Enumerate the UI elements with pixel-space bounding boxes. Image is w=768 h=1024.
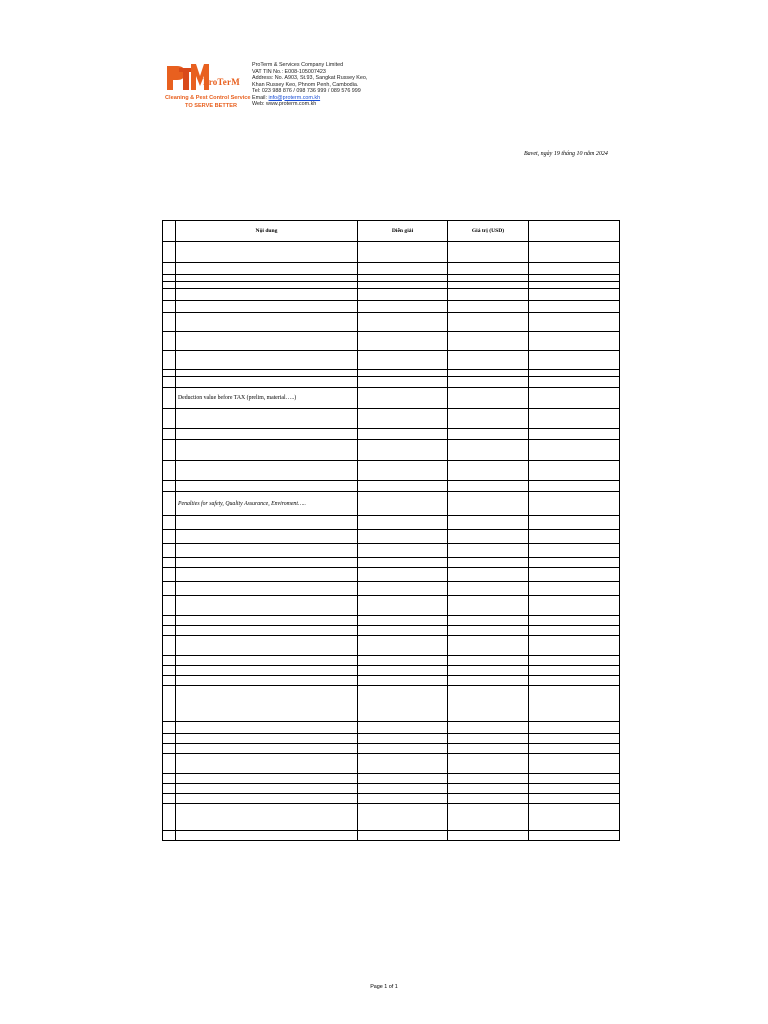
table-row [163,263,620,275]
table-header-row [163,221,620,242]
table-cell [529,429,620,440]
table-cell [529,388,620,409]
table-cell [358,440,448,461]
table-cell [448,351,529,370]
table-cell [529,754,620,774]
table-cell [358,616,448,626]
table-cell [358,676,448,686]
row-content-cell [176,263,358,275]
table-cell [529,275,620,282]
row-content-cell [176,370,358,377]
table-row [163,784,620,794]
table-cell [163,544,176,558]
table-cell [448,313,529,332]
table-cell [358,530,448,544]
table-cell [358,282,448,289]
table-cell [358,722,448,734]
table-cell [448,263,529,275]
row-content-cell [176,351,358,370]
row-content-cell [176,568,358,582]
table-cell [358,744,448,754]
row-content-cell [176,774,358,784]
table-cell [529,440,620,461]
table-cell [358,558,448,568]
row-content-cell [176,313,358,332]
table-cell [358,461,448,481]
row-content-cell [176,686,358,722]
email-link[interactable]: info@proterm.com.kh [268,94,321,101]
table-cell [163,804,176,831]
table-cell [448,492,529,516]
row-content-cell [176,722,358,734]
table-cell [448,558,529,568]
table-cell [163,686,176,722]
table-cell [358,313,448,332]
table-cell [163,377,176,388]
table-row [163,409,620,429]
table-cell [358,784,448,794]
table-row [163,351,620,370]
table-cell [529,734,620,744]
company-logo [165,62,251,110]
table-cell [358,666,448,676]
table-row [163,686,620,722]
table-cell [529,492,620,516]
table-cell [529,636,620,656]
logo-wordmark: ProTerM [203,77,240,87]
table-row [163,616,620,626]
table-cell [529,722,620,734]
table-cell [358,370,448,377]
row-content-cell [176,544,358,558]
table-row [163,332,620,351]
table-cell [163,596,176,616]
table-cell [163,289,176,301]
table-cell [448,429,529,440]
table-cell [163,744,176,754]
row-content-cell [176,656,358,666]
table-cell [358,686,448,722]
row-content-cell [176,754,358,774]
row-content-cell [176,582,358,596]
table-cell [529,481,620,492]
logo-tagline: Cleaning & Pest Control Service [165,95,251,101]
table-cell [358,804,448,831]
row-content-cell [176,734,358,744]
company-name: ProTerm & Services Company Limited [252,62,344,68]
row-content-cell [176,282,358,289]
table-cell [448,596,529,616]
table-row [163,301,620,313]
table-row [163,804,620,831]
table-row [163,666,620,676]
table-row [163,754,620,774]
row-content-cell [176,242,358,263]
row-content-cell [176,744,358,754]
table-row [163,242,620,263]
row-content-cell [176,636,358,656]
company-info [252,62,367,108]
row-content-cell [176,831,358,841]
table-row [163,582,620,596]
table-cell [163,568,176,582]
table-cell [529,530,620,544]
table-cell [529,744,620,754]
table-cell [358,242,448,263]
table-cell [448,722,529,734]
table-cell [448,626,529,636]
table-cell [529,626,620,636]
row-content-cell [176,804,358,831]
table-cell [529,596,620,616]
table-cell [448,301,529,313]
table-row [163,530,620,544]
table-cell [163,734,176,744]
table-cell [163,754,176,774]
table-cell [529,313,620,332]
table-row [163,734,620,744]
table-cell [529,676,620,686]
row-content-cell: Penalties for safety, Quality Assurance, Enviroment….. [176,492,358,516]
table-row [163,744,620,754]
table-row [163,429,620,440]
table-cell [358,429,448,440]
table-cell [448,774,529,784]
table-cell [448,516,529,530]
company-address-line2: Khan Russey Keo, Phnom Penh, Cambodia. [252,81,359,88]
table-cell [529,461,620,481]
table-row [163,377,620,388]
table-cell [163,558,176,568]
table-cell [448,744,529,754]
row-content-cell [176,616,358,626]
table-cell [358,351,448,370]
table-cell [163,313,176,332]
company-address-line1: Address: No. A903, St.93, Sangkat Russey Keo, [252,75,368,81]
row-content-cell [176,530,358,544]
table-cell [448,568,529,582]
table-cell [358,289,448,301]
table-cell [163,492,176,516]
date-line: Bavet, ngày 19 tháng 10 năm 2024 [524,151,608,157]
table-cell [448,784,529,794]
table-cell [358,831,448,841]
row-content-cell [176,666,358,676]
table-cell [529,794,620,804]
table-cell [448,289,529,301]
table-cell [448,636,529,656]
table-cell [163,666,176,676]
table-cell [529,351,620,370]
table-cell [448,794,529,804]
table-cell [448,544,529,558]
table-row [163,558,620,568]
table-cell [529,409,620,429]
table-cell [448,530,529,544]
table-cell [163,388,176,409]
table-cell [448,242,529,263]
table-cell [529,289,620,301]
table-cell [529,242,620,263]
table-row [163,656,620,666]
table-cell [529,370,620,377]
table-row [163,289,620,301]
row-content-cell [176,440,358,461]
table-cell [358,481,448,492]
row-content-cell [176,596,358,616]
table-cell [358,794,448,804]
table-cell [448,377,529,388]
table-cell [163,351,176,370]
table-row [163,636,620,656]
table-cell [448,754,529,774]
table-cell [529,831,620,841]
table-cell [448,734,529,744]
table-cell [529,263,620,275]
table-cell [448,282,529,289]
table-cell [529,568,620,582]
row-content-cell [176,289,358,301]
table-cell [163,263,176,275]
table-cell [529,666,620,676]
table-row [163,596,620,616]
table-cell [358,275,448,282]
table-cell [448,275,529,282]
table-cell [529,516,620,530]
table-cell [529,377,620,388]
table-cell [529,332,620,351]
row-content-cell [176,516,358,530]
table-cell [358,492,448,516]
table-cell [163,784,176,794]
table-cell [448,676,529,686]
email-label: Email: [252,94,269,101]
page-footer: Page 1 of 1 [370,984,398,990]
table-cell [529,616,620,626]
table-row [163,492,620,516]
table-cell [529,558,620,568]
table-cell [163,656,176,666]
table-cell [358,582,448,596]
row-content-cell [176,429,358,440]
table-cell [163,409,176,429]
table-row [163,722,620,734]
table-row [163,568,620,582]
header-value: Giá trị (USD) [448,221,529,242]
table-cell [163,332,176,351]
header-description: Diễn giải [358,221,448,242]
table-cell [358,754,448,774]
table-cell [448,409,529,429]
table-cell [163,794,176,804]
company-web: Web: www.proterm.com.kh [252,101,317,107]
table-cell [529,301,620,313]
header-content: Nội dung [176,221,358,242]
table-cell [448,616,529,626]
row-content-cell [176,275,358,282]
table-cell [529,656,620,666]
content-table [162,220,620,841]
table-cell [163,626,176,636]
row-content-cell [176,794,358,804]
table-cell [358,636,448,656]
table-cell [358,734,448,744]
table-cell [358,626,448,636]
row-content-cell [176,558,358,568]
table-cell [163,301,176,313]
table-row [163,275,620,282]
table-cell [529,544,620,558]
table-cell [163,440,176,461]
row-content-cell [176,332,358,351]
table-cell [448,481,529,492]
table-cell [163,774,176,784]
table-cell [448,388,529,409]
table-cell [448,440,529,461]
table-cell [358,388,448,409]
table-cell [358,516,448,530]
table-cell [448,831,529,841]
table-cell [163,676,176,686]
table-cell [163,481,176,492]
table-cell [529,774,620,784]
table-row [163,676,620,686]
table-cell [448,370,529,377]
row-content-cell [176,301,358,313]
logo-slogan: TO SERVE BETTER [185,103,238,109]
table-cell [448,666,529,676]
table-row [163,313,620,332]
table-row [163,626,620,636]
row-content-cell [176,784,358,794]
table-row [163,282,620,289]
table-row [163,544,620,558]
table-cell [448,656,529,666]
row-content-cell: Deduction value before TAX (prelim, material…..) [176,388,358,409]
table-body [163,242,620,841]
company-tel: Tel: 023 988 876 / 098 736 999 / 089 576 999 [252,88,361,94]
table-cell [358,656,448,666]
row-content-cell [176,409,358,429]
table-cell [163,582,176,596]
row-content-cell [176,676,358,686]
row-content-cell [176,461,358,481]
table-cell [163,370,176,377]
table-cell [163,722,176,734]
table-cell [529,686,620,722]
table-cell [163,616,176,626]
table-row [163,440,620,461]
row-content-cell [176,626,358,636]
table-row [163,370,620,377]
table-cell [358,377,448,388]
table-cell [163,831,176,841]
table-cell [163,516,176,530]
table-row [163,794,620,804]
table-row [163,388,620,409]
table-cell [529,582,620,596]
table-cell [358,301,448,313]
table-cell [358,774,448,784]
table-cell [163,636,176,656]
table-row [163,774,620,784]
table-row [163,831,620,841]
table-cell [358,544,448,558]
table-cell [448,804,529,831]
header-index [163,221,176,242]
table-cell [529,804,620,831]
row-content-cell [176,377,358,388]
table-row [163,461,620,481]
table-cell [163,275,176,282]
table-cell [163,282,176,289]
table-row [163,516,620,530]
table-cell [163,461,176,481]
table-cell [448,582,529,596]
table-cell [358,596,448,616]
table-cell [163,242,176,263]
table-cell [529,784,620,794]
table-cell [358,332,448,351]
company-vat: VAT TIN No.: E008-105007423 [252,68,326,75]
table-cell [358,409,448,429]
table-cell [163,429,176,440]
table-cell [358,263,448,275]
table-cell [529,282,620,289]
table-cell [448,332,529,351]
row-content-cell [176,481,358,492]
table-cell [358,568,448,582]
table-cell [448,686,529,722]
header-extra [529,221,620,242]
table-row [163,481,620,492]
table-cell [163,530,176,544]
table-cell [448,461,529,481]
